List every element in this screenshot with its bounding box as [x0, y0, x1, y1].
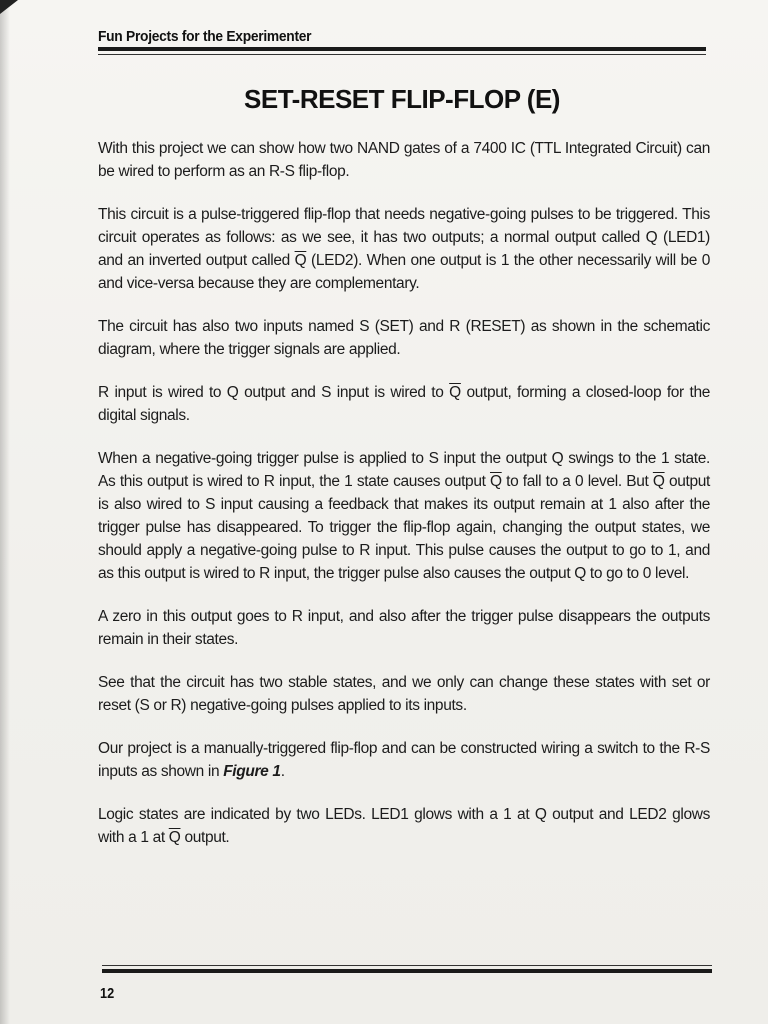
q-bar-symbol: $\overline{Q}$ — [489, 473, 502, 490]
running-head: Fun Projects for the Experimenter — [98, 28, 312, 45]
q-bar-symbol: $\overline{Q}$ — [449, 384, 461, 401]
text-run: output is also wired to S input causing a feedback that makes its output remain at 1 also after the trigger pulse has disappeared. To trigger the flip-flop again, changing the output states, we should apply a negative-going pulse to R input. This pulse causes the output to go to 1, and as this output is wired to R input, the trigger pulse also causes the output Q to go to 0 level. — [98, 473, 711, 582]
text-run: to fall to a 0 level. But — [501, 473, 653, 490]
text-run: output, forming a closed-loop for the digital signals. — [98, 384, 710, 424]
header-rule-thick — [98, 47, 706, 51]
header-rule-thin — [98, 54, 706, 55]
figure-reference: Figure 1 — [223, 763, 281, 780]
footer-rule-thin — [102, 965, 712, 966]
article-body — [98, 137, 710, 849]
text-run: (LED2). When one output is 1 the other necessarily will be 0 and vice-versa because they are complementary. — [98, 252, 710, 292]
article-title: SET-RESET FLIP-FLOP (E) — [244, 84, 560, 114]
page-edge-shadow — [0, 0, 10, 1024]
text-run: When a negative-going trigger pulse is applied to S input the output Q swings to the 1 state. As this output is wired to R input, the 1 state causes output — [98, 450, 710, 490]
paragraph-leds — [98, 803, 710, 849]
paragraph-operation — [98, 203, 710, 295]
paragraph-project — [98, 737, 710, 783]
footer-rule-thick — [102, 969, 712, 973]
paragraph-wiring — [98, 381, 710, 427]
paragraph-stable-states: See that the circuit has two stable states, and we only can change these states with set or reset (S or R) negative-going pulses applied to its inputs. — [98, 674, 710, 714]
text-run: This circuit is a pulse-triggered flip-flop that needs negative-going pulses to be triggered. This circuit operates as follows: as we see, it has two outputs; a normal output called Q (LED1) and an inverted output called — [98, 206, 710, 269]
text-run: . — [280, 763, 285, 780]
paragraph-zero: A zero in this output goes to R input, and also after the trigger pulse disappears the outputs remain in their states. — [98, 608, 710, 648]
text-run: Logic states are indicated by two LEDs. LED1 glows with a 1 at Q output and LED2 glows with a 1 at — [98, 806, 710, 846]
q-bar-symbol: $\overline{Q}$ — [168, 829, 181, 846]
paragraph-trigger — [98, 447, 710, 585]
q-bar-symbol: $\overline{Q}$ — [294, 252, 307, 269]
page-number: 12 — [100, 985, 115, 1002]
q-bar-symbol: $\overline{Q}$ — [652, 473, 665, 490]
text-run: R input is wired to Q output and S input is wired to — [98, 384, 450, 401]
text-run: Our project is a manually-triggered flip-flop and can be constructed wiring a switch to the R-S inputs as shown in — [98, 740, 710, 780]
paragraph-inputs: The circuit has also two inputs named S (SET) and R (RESET) as shown in the schematic diagram, where the trigger signals are applied. — [98, 318, 710, 358]
text-run: output. — [180, 829, 230, 846]
paragraph-intro: With this project we can show how two NAND gates of a 7400 IC (TTL Integrated Circuit) can be wired to perform as an R-S flip-flop. — [98, 140, 710, 180]
